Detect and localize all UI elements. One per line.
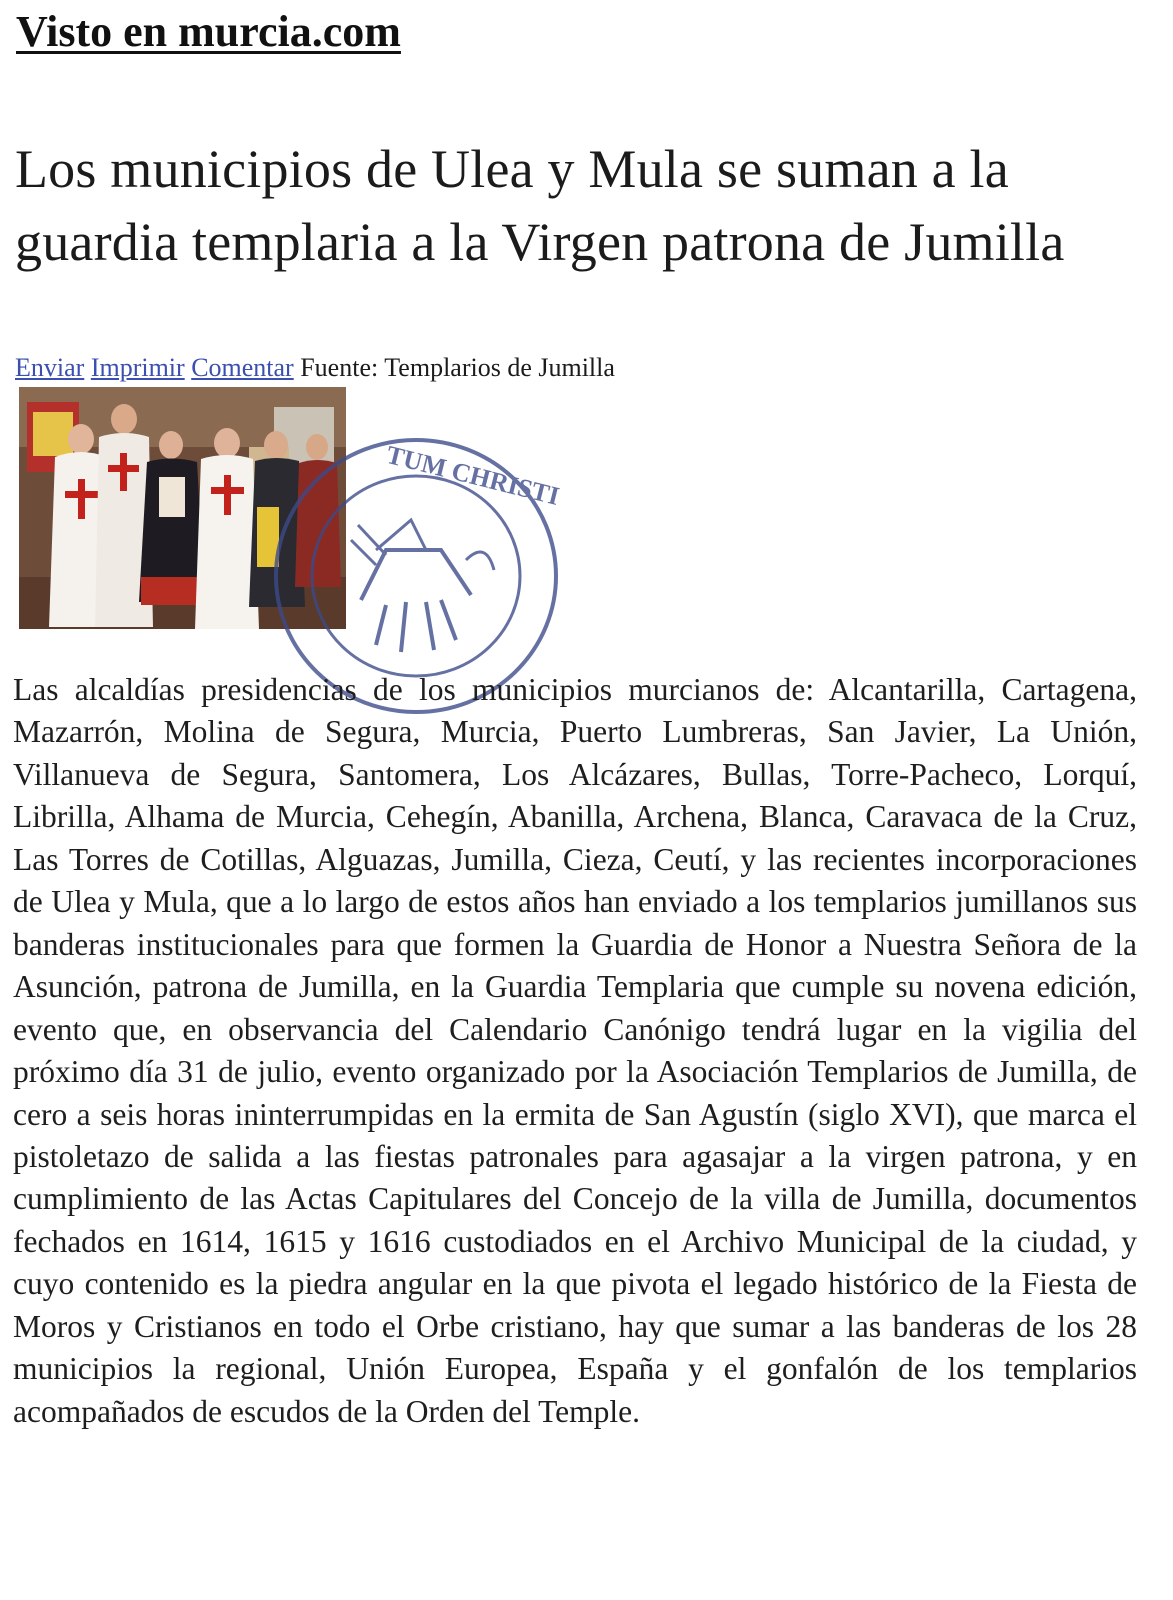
seal-inscription: TUM CHRISTI [383, 439, 563, 511]
print-link[interactable]: Imprimir [90, 353, 185, 382]
article-headline: Los municipios de Ulea y Mula se suman a la guardia templaria a la Virgen patrona de Jumilla [15, 139, 1065, 272]
send-link[interactable]: Enviar [15, 353, 85, 382]
comment-link[interactable]: Comentar [191, 353, 294, 382]
article-body: Las alcaldías presidencias de los municipios murcianos de: Alcantarilla, Cartagena, Mazarrón, Molina de Segura, Murcia, Puerto Lumbreras, San Javier, La Unión, Villanueva de Segura, Santomera, Los Alcázares, Bullas, Torre-Pacheco, Lorquí, Librilla, Alhama de Murcia, Cehegín, Abanilla, Archena, Blanca, Caravaca de la Cruz, Las Torres de Cotillas, Alguazas, Jumilla, Cieza, Ceutí, y las recientes incorporaciones de Ulea y Mula, que a lo largo de estos años han enviado a los templarios jumillanos sus banderas institucionales para que formen la Guardia de Honor a Nuestra Señora de la Asunción, patrona de Jumilla, en la Guardia Templaria que cumple su novena edición, evento que, en observancia del Calendario Canónigo tendrá lugar en la vigilia del próximo día 31 de julio, evento organizado por la Asociación Templarios de Jumilla, de cero a seis horas ininterrumpidas en la ermita de San Agustín (siglo XVI), que marca el pistoletazo de salida a las fiestas patronales para agasajar a la virgen patrona, y en cumplimiento de las Actas Capitulares del Concejo de la villa de Jumilla, documentos fechados en 1614, 1615 y 1616 custodiados en el Archivo Municipal de la ciudad, y cuyo contenido es la piedra angular en la que pivota el legado histórico de la Fiesta de Moros y Cristianos en todo el Orbe cristiano, hay que sumar a las banderas de los 28 municipios la regional, Unión Europea, España y el gonfalón de los templarios acompañados de escudos de la Orden del Temple. [13, 672, 1137, 1429]
site-name: Visto en murcia.com [16, 7, 401, 56]
article-actions-bar [15, 350, 615, 386]
source-credit: Fuente: Templarios de Jumilla [300, 353, 615, 382]
